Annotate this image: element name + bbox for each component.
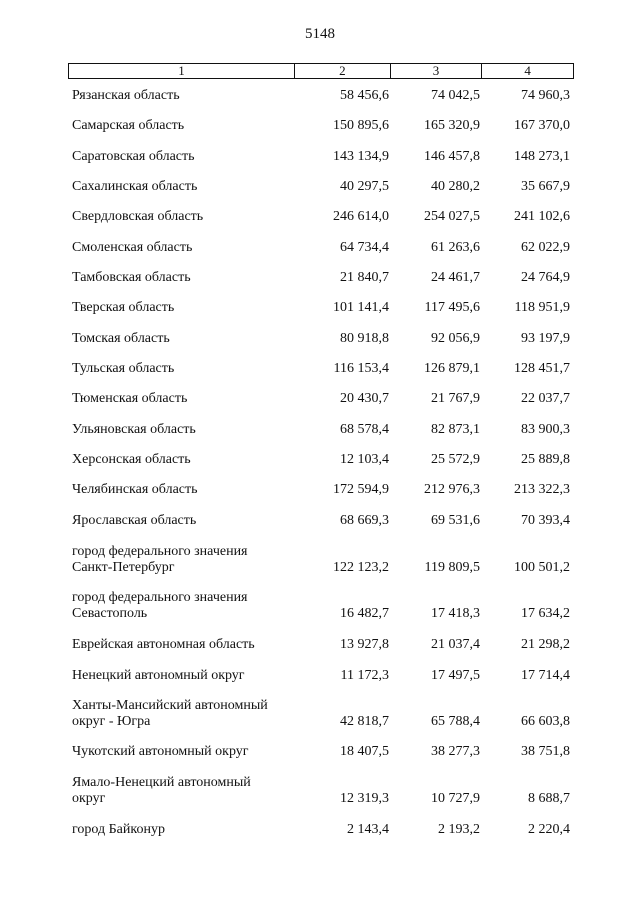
- value-col-4: 35 667,9: [521, 179, 570, 194]
- region-name-line: Саратовская область: [72, 149, 195, 164]
- value-col-3: 117 495,6: [424, 300, 480, 315]
- region-name: [72, 88, 312, 104]
- value-col-3: 17 418,3: [431, 606, 480, 621]
- value-col-3: 65 788,4: [431, 714, 480, 729]
- value-col-2: 143 134,9: [333, 149, 389, 164]
- value-col-3: 21 767,9: [431, 391, 480, 406]
- region-name: [72, 270, 312, 286]
- value-col-2: 116 153,4: [333, 361, 389, 376]
- region-name-line: Смоленская область: [72, 240, 193, 255]
- region-name-line: Рязанская область: [72, 88, 180, 103]
- value-col-3: 126 879,1: [424, 361, 480, 376]
- region-name-line: Еврейская автономная область: [72, 637, 255, 652]
- value-col-4: 118 951,9: [514, 300, 570, 315]
- value-col-3: 74 042,5: [431, 88, 480, 103]
- value-col-3: 38 277,3: [431, 744, 480, 759]
- region-name: [72, 637, 312, 653]
- value-col-3: 92 056,9: [431, 331, 480, 346]
- region-name-line: город федерального значения: [72, 590, 248, 605]
- value-col-4: 167 370,0: [514, 118, 570, 133]
- region-name: [72, 744, 312, 760]
- region-name-line: округ: [72, 791, 106, 806]
- column-header-4: 4: [481, 64, 573, 78]
- region-name: [72, 513, 312, 529]
- value-col-3: 119 809,5: [424, 560, 480, 575]
- value-col-2: 80 918,8: [340, 331, 389, 346]
- value-col-4: 100 501,2: [514, 560, 570, 575]
- value-col-3: 25 572,9: [431, 452, 480, 467]
- value-col-3: 40 280,2: [431, 179, 480, 194]
- region-name-line: Тамбовская область: [72, 270, 191, 285]
- value-col-2: 58 456,6: [340, 88, 389, 103]
- region-name: [72, 590, 312, 622]
- value-col-4: 66 603,8: [521, 714, 570, 729]
- value-col-4: 128 451,7: [514, 361, 570, 376]
- value-col-2: 12 103,4: [340, 452, 389, 467]
- value-col-4: 241 102,6: [514, 209, 570, 224]
- value-col-2: 11 172,3: [340, 668, 389, 683]
- region-name-line: Тюменская область: [72, 391, 188, 406]
- region-name: [72, 482, 312, 498]
- region-name-line: Тульская область: [72, 361, 175, 376]
- value-col-3: 10 727,9: [431, 791, 480, 806]
- value-col-2: 246 614,0: [333, 209, 389, 224]
- region-name-line: Самарская область: [72, 118, 185, 133]
- value-col-2: 150 895,6: [333, 118, 389, 133]
- value-col-4: 22 037,7: [521, 391, 570, 406]
- value-col-2: 101 141,4: [333, 300, 389, 315]
- region-name: [72, 422, 312, 438]
- value-col-4: 148 273,1: [514, 149, 570, 164]
- value-col-3: 69 531,6: [431, 513, 480, 528]
- value-col-3: 17 497,5: [431, 668, 480, 683]
- value-col-2: 122 123,2: [333, 560, 389, 575]
- value-col-2: 172 594,9: [333, 482, 389, 497]
- region-name: [72, 361, 312, 377]
- value-col-3: 2 193,2: [438, 822, 480, 837]
- region-name-line: Челябинская область: [72, 482, 198, 497]
- value-col-3: 82 873,1: [431, 422, 480, 437]
- region-name-line: Ненецкий автономный округ: [72, 668, 245, 683]
- value-col-4: 70 393,4: [521, 513, 570, 528]
- region-name-line: Севастополь: [72, 606, 148, 621]
- value-col-2: 64 734,4: [340, 240, 389, 255]
- region-name: [72, 822, 312, 838]
- region-name: [72, 544, 312, 576]
- value-col-2: 68 578,4: [340, 422, 389, 437]
- value-col-2: 12 319,3: [340, 791, 389, 806]
- value-col-2: 21 840,7: [340, 270, 389, 285]
- value-col-4: 2 220,4: [528, 822, 570, 837]
- region-name-line: город Байконур: [72, 822, 165, 837]
- value-col-4: 17 714,4: [521, 668, 570, 683]
- region-name-line: Тверская область: [72, 300, 175, 315]
- value-col-2: 42 818,7: [340, 714, 389, 729]
- region-name-line: Чукотский автономный округ: [72, 744, 249, 759]
- region-name: [72, 118, 312, 134]
- value-col-2: 18 407,5: [340, 744, 389, 759]
- region-name: [72, 149, 312, 165]
- region-name: [72, 209, 312, 225]
- value-col-4: 93 197,9: [521, 331, 570, 346]
- page-number: 5148: [305, 26, 335, 42]
- column-header-2: 2: [294, 64, 390, 78]
- value-col-4: 38 751,8: [521, 744, 570, 759]
- region-name-line: округ - Югра: [72, 714, 151, 729]
- value-col-3: 146 457,8: [424, 149, 480, 164]
- region-name-line: Свердловская область: [72, 209, 204, 224]
- value-col-2: 20 430,7: [340, 391, 389, 406]
- region-name: [72, 775, 312, 807]
- value-col-4: 25 889,8: [521, 452, 570, 467]
- value-col-3: 24 461,7: [431, 270, 480, 285]
- value-col-3: 21 037,4: [431, 637, 480, 652]
- value-col-3: 212 976,3: [424, 482, 480, 497]
- value-col-2: 2 143,4: [347, 822, 389, 837]
- value-col-4: 83 900,3: [521, 422, 570, 437]
- region-name-line: Томская область: [72, 331, 170, 346]
- value-col-2: 16 482,7: [340, 606, 389, 621]
- value-col-4: 74 960,3: [521, 88, 570, 103]
- region-name-line: Ульяновская область: [72, 422, 196, 437]
- region-name: [72, 331, 312, 347]
- value-col-4: 17 634,2: [521, 606, 570, 621]
- region-name: [72, 391, 312, 407]
- region-name: [72, 240, 312, 256]
- value-col-2: 68 669,3: [340, 513, 389, 528]
- region-name-line: Ярославская область: [72, 513, 197, 528]
- value-col-4: 24 764,9: [521, 270, 570, 285]
- value-col-4: 21 298,2: [521, 637, 570, 652]
- region-name-line: город федерального значения: [72, 544, 248, 559]
- region-name-line: Херсонская область: [72, 452, 191, 467]
- region-name-line: Сахалинская область: [72, 179, 198, 194]
- value-col-3: 61 263,6: [431, 240, 480, 255]
- value-col-4: 62 022,9: [521, 240, 570, 255]
- value-col-4: 8 688,7: [528, 791, 570, 806]
- region-name-line: Ханты-Мансийский автономный: [72, 698, 268, 713]
- region-name: [72, 668, 312, 684]
- column-header-3: 3: [390, 64, 482, 78]
- region-name-line: Санкт-Петербург: [72, 560, 175, 575]
- value-col-3: 254 027,5: [424, 209, 480, 224]
- region-name: [72, 179, 312, 195]
- region-name: [72, 300, 312, 316]
- region-name: [72, 452, 312, 468]
- value-col-2: 13 927,8: [340, 637, 389, 652]
- value-col-4: 213 322,3: [514, 482, 570, 497]
- region-name-line: Ямало-Ненецкий автономный: [72, 775, 251, 790]
- column-header-1: 1: [178, 63, 185, 78]
- value-col-2: 40 297,5: [340, 179, 389, 194]
- value-col-3: 165 320,9: [424, 118, 480, 133]
- region-name: [72, 698, 312, 730]
